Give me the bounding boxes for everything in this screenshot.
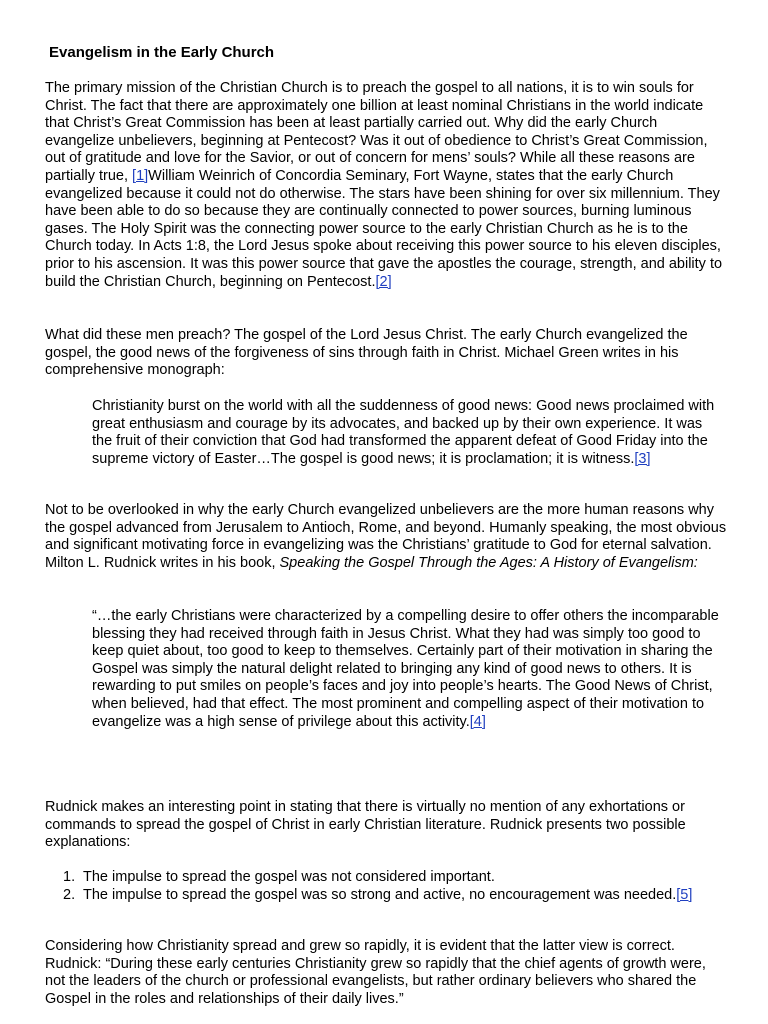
list-item-number: 1. — [63, 869, 76, 885]
paragraph-intro-text-2: William Weinrich of Concordia Seminary, Fort Wayne, states that the early Church evangelized because it could not do otherwise. The stars have been shining for over six millennium. They have been able to do so because they are continually connected to power sources, burning luminous gases. The Holy Spirit was the connecting power source to the early Christian Church as he is to the Church today. In Acts 1:8, the Lord Jesus spoke about receiving this power source to his eleven disciples, prior to his ascension. It was this power source that gave the apostles the courage, strength, and ability to build the Christian Church, beginning on Pentecost. — [45, 167, 723, 290]
paragraph-conclusion: Considering how Christianity spread and grew so rapidly, it is evident that the latter view is correct. Rudnick: “During these early centuries Christianity grew so rapidly that the chief agents of growth were, not the leaders of the church or professional evangelists, but rather ordinary believers who shared the Gospel in the roles and relationships of their daily lives.” — [45, 938, 706, 1007]
paragraph-intro — [45, 80, 729, 291]
book-title: Speaking the Gospel Through the Ages: A History of Evangelism: — [279, 554, 698, 571]
paragraph-preach: What did these men preach? The gospel of the Lord Jesus Christ. The early Church evangelized the gospel, the good news of the forgiveness of sins through faith in Christ. Michael Green writes in his comprehensive monograph: — [45, 327, 688, 379]
document-title: Evangelism in the Early Church — [49, 44, 275, 61]
list-item — [45, 869, 729, 887]
list-item-text: The impulse to spread the gospel was so strong and active, no encouragement was needed. — [83, 886, 677, 903]
footnote-link-5[interactable]: [5] — [676, 886, 693, 903]
paragraph-human-reasons-text: Not to be overlooked in why the early Church evangelized unbelievers are the more human reasons why the gospel advanced from Jerusalem to Antioch, Rome, and beyond. Humanly speaking, the most obvious and significant motivating force in evangelizing was the Christians’ gratitude to God for eternal salvation. Milton L. Rudnick writes in his book, — [45, 502, 727, 571]
blockquote-green — [92, 398, 722, 468]
footnote-link-2[interactable]: [2] — [375, 273, 392, 290]
explanations-list — [45, 869, 729, 904]
blockquote-rudnick-text: “…the early Christians were characterized by a compelling desire to offer others the incomparable blessing they had received through faith in Jesus Christ. What they had was simply too good to keep quiet about, too good to keep to themselves. Certainly part of their motivation in sharing the Gospel was simply the natural delight related to bringing any kind of good news to others. It is rewarding to put smiles on people’s faces and joy into people’s hearts. The Good News of Christ, when believed, had that effect. The most prominent and compelling aspect of their motivation to evangelize was a high sense of privilege about this activity. — [92, 608, 719, 730]
footnote-link-1[interactable]: [1] — [132, 167, 149, 184]
list-item — [45, 887, 729, 905]
paragraph-human-reasons — [45, 502, 729, 572]
list-item-number: 2. — [63, 886, 76, 903]
list-item-text: The impulse to spread the gospel was not considered important. — [83, 869, 495, 885]
footnote-link-4[interactable]: [4] — [469, 713, 486, 730]
footnote-link-3[interactable]: [3] — [634, 450, 651, 467]
blockquote-rudnick — [92, 608, 722, 731]
paragraph-intro-text-1: The primary mission of the Christian Church is to preach the gospel to all nations, it is to win souls for Christ. The fact that there are approximately one billion at least nominal Christians in the world indicate that Christ’s Great Commission has been at least partially carried out. Why did the early Church evangelize unbelievers, beginning at Pentecost? Was it out of obedience to Christ’s Great Commission, out of gratitude and love for the Savior, or out of concern for mens’ souls? While all these reasons are partially true, — [45, 80, 708, 184]
paragraph-explanations: Rudnick makes an interesting point in stating that there is virtually no mention of any exhortations or commands to spread the gospel of Christ in early Christian literature. Rudnick presents two possible explanations: — [45, 799, 686, 851]
blockquote-green-text: Christianity burst on the world with all the suddenness of good news: Good news proclaimed with great enthusiasm and courage by its advocates, and backed up by their own experience. It was the fruit of their conviction that God had transformed the apparent defeat of Good Friday into the supreme victory of Easter…The gospel is good news; it is proclamation; it is witness. — [92, 398, 715, 467]
